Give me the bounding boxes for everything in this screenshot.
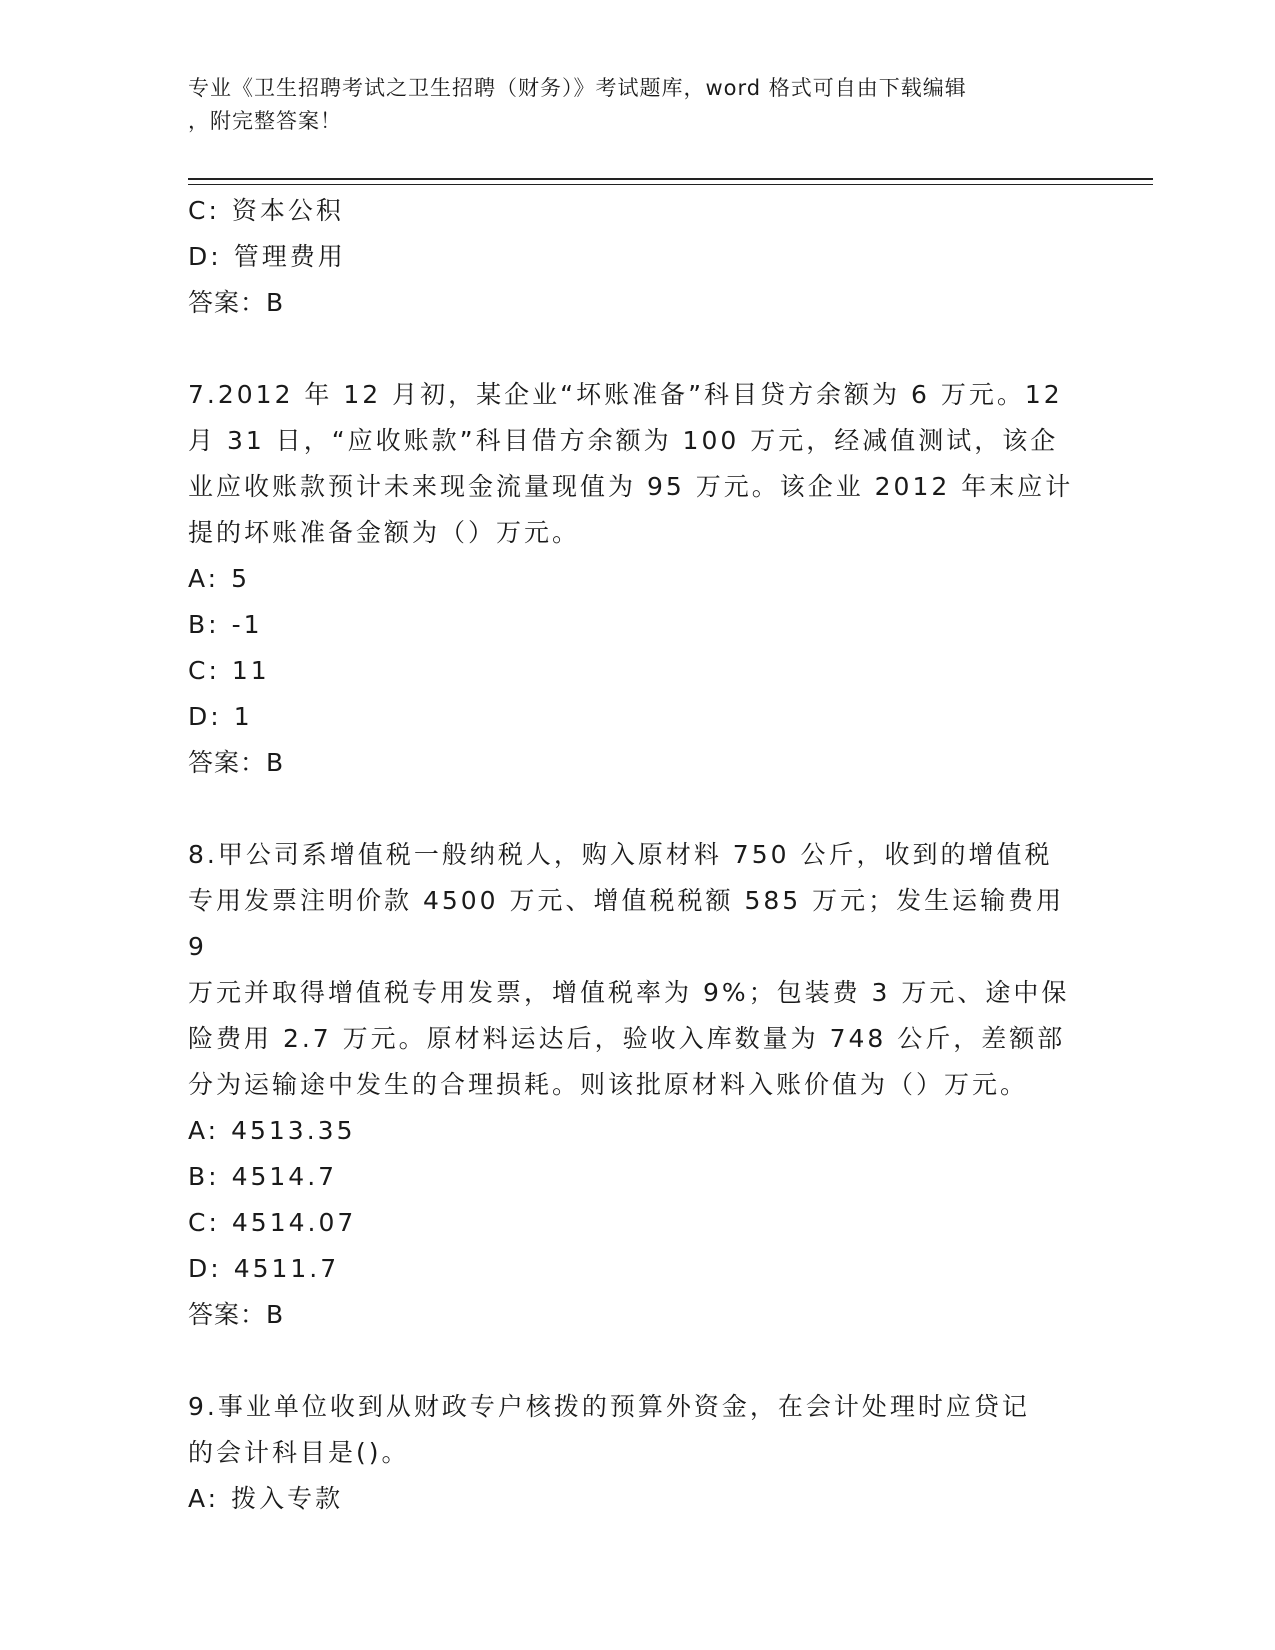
option-letter: B:	[188, 610, 220, 639]
option-text: 11	[231, 656, 270, 685]
option-letter: D:	[188, 1254, 222, 1283]
option-letter: D:	[188, 242, 222, 271]
prev-question-block	[188, 188, 1088, 326]
question-7-line-3: 业应收账款预计未来现金流量现值为 95 万元。该企业 2012 年末应计	[188, 472, 1074, 501]
answer-line: 答案：B	[188, 748, 285, 777]
option-c	[188, 1200, 1088, 1246]
answer-line: 答案：B	[188, 288, 285, 317]
option-text: 拨入专款	[231, 1484, 344, 1513]
option-b	[188, 602, 1088, 648]
answer-line: 答案：B	[188, 1300, 285, 1329]
option-d	[188, 1246, 1088, 1292]
spacer	[188, 786, 1088, 832]
option-letter: D:	[188, 702, 222, 731]
option-a	[188, 1476, 1088, 1522]
option-letter: C:	[188, 1208, 220, 1237]
question-8-line-1: 8.甲公司系增值税一般纳税人，购入原材料 750 公斤，收到的增值税	[188, 840, 1053, 869]
option-c	[188, 188, 1088, 234]
question-7-block	[188, 372, 1088, 786]
option-letter: C:	[188, 196, 220, 225]
question-8-block	[188, 832, 1088, 1338]
option-text: 管理费用	[233, 242, 346, 271]
spacer	[188, 326, 1088, 372]
option-c	[188, 648, 1088, 694]
option-letter: A:	[188, 1116, 220, 1145]
option-text: 4511.7	[233, 1254, 340, 1283]
option-d	[188, 694, 1088, 740]
document-body	[188, 188, 1088, 1522]
question-8-line-5: 分为运输途中发生的合理损耗。则该批原材料入账价值为（）万元。	[188, 1070, 1029, 1099]
spacer	[188, 1338, 1088, 1384]
header-line-2: ，附完整答案！	[188, 109, 342, 133]
option-letter: A:	[188, 1484, 220, 1513]
question-7-line-4: 提的坏账准备金额为（）万元。	[188, 518, 581, 547]
option-letter: B:	[188, 1162, 220, 1191]
question-9-line-2: 的会计科目是()。	[188, 1438, 410, 1467]
option-d	[188, 234, 1088, 280]
option-text: 5	[231, 564, 250, 593]
document-header	[188, 72, 1088, 138]
question-7-line-1: 7.2012 年 12 月初，某企业“坏账准备”科目贷方余额为 6 万元。12	[188, 380, 1063, 409]
header-line-1: 专业《卫生招聘考试之卫生招聘（财务）》考试题库，word 格式可自由下载编辑	[188, 76, 967, 100]
option-a	[188, 556, 1088, 602]
question-8-line-2: 专用发票注明价款 4500 万元、增值税税额 585 万元；发生运输费用 9	[188, 886, 1065, 961]
option-a	[188, 1108, 1088, 1154]
question-8-line-4: 险费用 2.7 万元。原材料运达后，验收入库数量为 748 公斤，差额部	[188, 1024, 1066, 1053]
option-text: -1	[231, 610, 263, 639]
option-letter: A:	[188, 564, 220, 593]
header-divider-thin	[188, 184, 1153, 185]
question-9-block	[188, 1384, 1088, 1522]
option-text: 4513.35	[231, 1116, 356, 1145]
question-8-line-3: 万元并取得增值税专用发票，增值税率为 9%；包装费 3 万元、途中保	[188, 978, 1070, 1007]
option-text: 资本公积	[231, 196, 344, 225]
question-9-line-1: 9.事业单位收到从财政专户核拨的预算外资金，在会计处理时应贷记	[188, 1392, 1030, 1421]
option-letter: C:	[188, 656, 220, 685]
option-b	[188, 1154, 1088, 1200]
option-text: 4514.07	[231, 1208, 357, 1237]
question-7-line-2: 月 31 日，“应收账款”科目借方余额为 100 万元，经减值测试，该企	[188, 426, 1059, 455]
header-divider-thick	[188, 178, 1153, 180]
option-text: 4514.7	[231, 1162, 338, 1191]
option-text: 1	[233, 702, 253, 731]
